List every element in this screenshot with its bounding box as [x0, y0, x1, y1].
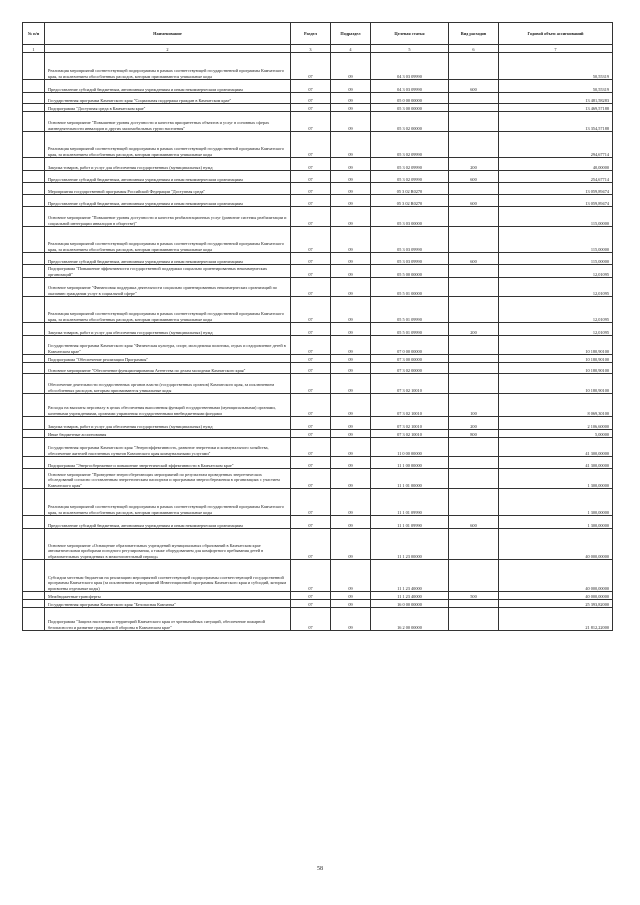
row-amount: 21 812,22000	[499, 608, 613, 631]
row-target-article: 05 3 03 00000	[371, 207, 449, 227]
row-name: Предоставление субсидий бюджетным, автономным учреждениям и иным некоммерческим организациям	[45, 80, 291, 93]
row-section: 07	[291, 516, 331, 529]
table-row	[23, 355, 613, 363]
row-target-article: 11 1 00 00000	[371, 457, 449, 469]
row-number	[23, 171, 45, 183]
row-number	[23, 516, 45, 529]
header-annual-amount: Годовой объем ассигнований	[499, 23, 613, 45]
row-expense-type: 600	[449, 195, 499, 207]
row-number	[23, 297, 45, 323]
row-target-article: 16 0 00 00000	[371, 600, 449, 608]
row-number	[23, 207, 45, 227]
table-row	[23, 158, 613, 171]
row-name: Закупка товаров, работ и услуг для обеспечения государственных (муниципальных) нужд	[45, 417, 291, 430]
row-name: Предоставление субсидий бюджетным, автономным учреждениям и иным некоммерческим организациям	[45, 516, 291, 529]
table-row	[23, 438, 613, 457]
row-section: 07	[291, 80, 331, 93]
row-number	[23, 132, 45, 158]
row-number	[23, 363, 45, 374]
column-number: 1	[23, 45, 45, 53]
row-section: 07	[291, 469, 331, 489]
row-target-article: 04 3 03 09990	[371, 80, 449, 93]
row-target-article: 05 3 02 R0270	[371, 195, 449, 207]
row-expense-type	[449, 363, 499, 374]
row-expense-type: 500	[449, 592, 499, 600]
table-row	[23, 469, 613, 489]
row-section: 07	[291, 457, 331, 469]
row-section: 07	[291, 93, 331, 104]
row-subsection: 09	[331, 600, 371, 608]
row-expense-type	[449, 374, 499, 394]
row-number	[23, 80, 45, 93]
row-subsection: 09	[331, 323, 371, 336]
row-subsection: 09	[331, 374, 371, 394]
row-subsection: 09	[331, 93, 371, 104]
row-target-article: 05 3 02 09990	[371, 171, 449, 183]
row-amount: 13 469,57188	[499, 104, 613, 112]
column-number: 6	[449, 45, 499, 53]
row-expense-type	[449, 560, 499, 592]
row-expense-type	[449, 355, 499, 363]
row-name: Предоставление субсидий бюджетным, автономным учреждениям и иным некоммерческим организациям	[45, 253, 291, 265]
row-name: Основное мероприятие "Повышение уровня доступности и качества реабилитационных услуг (развитие системы реабилитации и социальной интеграции инвалидов в обществе)"	[45, 207, 291, 227]
row-expense-type	[449, 600, 499, 608]
row-amount: 41 300,00000	[499, 457, 613, 469]
row-amount: 50,55319	[499, 53, 613, 80]
row-subsection: 09	[331, 355, 371, 363]
row-subsection: 09	[331, 104, 371, 112]
row-expense-type	[449, 297, 499, 323]
row-name: Государственная программа Камчатского края "Безопасная Камчатка"	[45, 600, 291, 608]
row-target-article: 05 3 02 00000	[371, 112, 449, 132]
row-section: 07	[291, 430, 331, 438]
row-number	[23, 438, 45, 457]
row-amount: 13 354,57188	[499, 112, 613, 132]
row-amount: 1 300,00000	[499, 516, 613, 529]
row-section: 07	[291, 227, 331, 253]
row-number	[23, 278, 45, 297]
row-subsection: 09	[331, 265, 371, 278]
table-row	[23, 112, 613, 132]
table-row	[23, 592, 613, 600]
row-number	[23, 53, 45, 80]
table-row	[23, 516, 613, 529]
table-row	[23, 265, 613, 278]
row-expense-type	[449, 227, 499, 253]
table-row	[23, 417, 613, 430]
row-subsection: 09	[331, 608, 371, 631]
row-expense-type: 200	[449, 323, 499, 336]
row-name: Реализация мероприятий соответствующей подпрограммы в рамках соответствующей государственной программы Камчатского края, за исключением обособленных расходов, которым присваиваются уникальные коды	[45, 297, 291, 323]
row-expense-type: 600	[449, 171, 499, 183]
table-row	[23, 608, 613, 631]
row-target-article: 07 3 02 10010	[371, 374, 449, 394]
header-target-article: Целевая статья	[371, 23, 449, 45]
row-name: Реализация мероприятий соответствующей подпрограммы в рамках соответствующей государственной программы Камчатского края, за исключением обособленных расходов, которым присваиваются уникальные коды	[45, 53, 291, 80]
row-section: 07	[291, 374, 331, 394]
table-row	[23, 297, 613, 323]
row-subsection: 09	[331, 112, 371, 132]
row-amount: 10 180,90100	[499, 374, 613, 394]
row-number	[23, 265, 45, 278]
table-row	[23, 227, 613, 253]
row-name: Закупка товаров, работ и услуг для обеспечения государственных (муниципальных) нужд	[45, 158, 291, 171]
row-name: Основное мероприятие "Проведение энергосберегающих мероприятий по результатам проведенных энергетических обследований согласно составленным энергетическим паспортам и программам энергосбережения в организациях с участием Камчатского края"	[45, 469, 291, 489]
row-number	[23, 529, 45, 560]
row-amount: 10 180,90100	[499, 336, 613, 355]
row-expense-type	[449, 489, 499, 516]
row-section: 07	[291, 489, 331, 516]
table-row	[23, 323, 613, 336]
table-row	[23, 489, 613, 516]
row-name: Расходы на выплаты персоналу в целях обеспечения выполнения функций государственными (муниципальными) органами, казенными учреждениями, органами управления государственными внебюджетными фондами	[45, 394, 291, 417]
row-target-article: 05 5 01 00000	[371, 278, 449, 297]
row-subsection: 09	[331, 489, 371, 516]
row-section: 07	[291, 600, 331, 608]
row-target-article: 07 3 02 10010	[371, 430, 449, 438]
row-section: 07	[291, 171, 331, 183]
row-section: 07	[291, 104, 331, 112]
table-row	[23, 207, 613, 227]
row-target-article: 04 3 03 09990	[371, 53, 449, 80]
row-name: Межбюджетные трансферты	[45, 592, 291, 600]
table-row	[23, 430, 613, 438]
table-row	[23, 132, 613, 158]
table-row	[23, 394, 613, 417]
row-amount: 115,00000	[499, 227, 613, 253]
row-amount: 40,00000	[499, 158, 613, 171]
row-section: 07	[291, 297, 331, 323]
row-section: 07	[291, 529, 331, 560]
row-target-article: 11 1 01 00000	[371, 469, 449, 489]
column-number: 7	[499, 45, 613, 53]
row-number	[23, 104, 45, 112]
table-row	[23, 93, 613, 104]
row-expense-type: 200	[449, 417, 499, 430]
row-section: 07	[291, 195, 331, 207]
row-section: 07	[291, 323, 331, 336]
header-section: Раздел	[291, 23, 331, 45]
row-number	[23, 112, 45, 132]
row-target-article: 11 1 23 40000	[371, 560, 449, 592]
row-target-article: 07 3 02 00000	[371, 363, 449, 374]
row-number	[23, 457, 45, 469]
row-amount: 115,00000	[499, 253, 613, 265]
row-number	[23, 430, 45, 438]
row-subsection: 09	[331, 297, 371, 323]
row-name: Обеспечение деятельности государственных органов власти (государственных органов) Камчатского края, за исключением обособленных расходов, которым присваиваются уникальные коды	[45, 374, 291, 394]
row-section: 07	[291, 363, 331, 374]
row-amount: 40 000,00000	[499, 529, 613, 560]
row-name: Государственная программа Камчатского края "Энергоэффективность, развитие энергетики и коммунального хозяйства, обеспечение жителей населенных пунктов Камчатского края коммунальными услугами"	[45, 438, 291, 457]
row-section: 07	[291, 355, 331, 363]
row-subsection: 09	[331, 469, 371, 489]
row-target-article: 05 3 03 09990	[371, 253, 449, 265]
row-name: Основное мероприятие "Повышение уровня доступности и качества приоритетных объектов и услуг в основных сферах жизнедеятельности инвалидов и других маломобильных групп населения"	[45, 112, 291, 132]
row-expense-type: 200	[449, 158, 499, 171]
row-expense-type	[449, 469, 499, 489]
row-number	[23, 158, 45, 171]
row-subsection: 09	[331, 171, 371, 183]
row-subsection: 09	[331, 457, 371, 469]
row-number	[23, 183, 45, 195]
row-number	[23, 600, 45, 608]
row-number	[23, 374, 45, 394]
row-expense-type	[449, 112, 499, 132]
row-amount: 10 180,90100	[499, 355, 613, 363]
row-subsection: 09	[331, 158, 371, 171]
table-row	[23, 560, 613, 592]
row-subsection: 09	[331, 80, 371, 93]
header-number: № п/п	[23, 23, 45, 45]
column-number: 4	[331, 45, 371, 53]
row-target-article: 05 3 02 R0270	[371, 183, 449, 195]
row-subsection: 09	[331, 207, 371, 227]
table-row	[23, 195, 613, 207]
budget-table	[22, 22, 613, 631]
row-target-article: 11 1 01 09990	[371, 489, 449, 516]
row-amount: 254,67714	[499, 171, 613, 183]
row-name: Государственная программа Камчатского края "Физическая культура, спорт, молодежная политика, отдых и оздоровление детей в Камчатском крае"	[45, 336, 291, 355]
row-amount: 12,01095	[499, 278, 613, 297]
row-target-article: 07 3 02 10010	[371, 394, 449, 417]
row-number	[23, 560, 45, 592]
row-amount: 2 106,60000	[499, 417, 613, 430]
table-row	[23, 183, 613, 195]
row-name: Подпрограмма "Доступная среда в Камчатском крае"	[45, 104, 291, 112]
row-expense-type	[449, 608, 499, 631]
row-target-article: 16 2 00 00000	[371, 608, 449, 631]
row-section: 07	[291, 207, 331, 227]
header-expense-type: Вид расходов	[449, 23, 499, 45]
row-expense-type	[449, 104, 499, 112]
row-amount: 12,01095	[499, 265, 613, 278]
row-expense-type: 600	[449, 516, 499, 529]
header-subsection: Подраздел	[331, 23, 371, 45]
row-expense-type	[449, 265, 499, 278]
row-amount: 115,00000	[499, 207, 613, 227]
row-subsection: 09	[331, 53, 371, 80]
row-target-article: 11 1 23 40000	[371, 592, 449, 600]
row-amount: 12,01095	[499, 323, 613, 336]
table-row	[23, 363, 613, 374]
row-target-article: 07 3 00 00000	[371, 355, 449, 363]
row-subsection: 09	[331, 592, 371, 600]
table-row	[23, 529, 613, 560]
row-expense-type: 100	[449, 394, 499, 417]
row-target-article: 05 3 00 00000	[371, 104, 449, 112]
row-name: Государственная программа Камчатского края "Социальная поддержка граждан в Камчатском крае"	[45, 93, 291, 104]
table-row	[23, 53, 613, 80]
table-row	[23, 600, 613, 608]
row-name: Реализация мероприятий соответствующей подпрограммы в рамках соответствующей государственной программы Камчатского края, за исключением обособленных расходов, которым присваиваются уникальные коды	[45, 489, 291, 516]
table-row	[23, 278, 613, 297]
row-section: 07	[291, 158, 331, 171]
row-name: Реализация мероприятий соответствующей подпрограммы в рамках соответствующей государственной программы Камчатского края, за исключением обособленных расходов, которым присваиваются уникальные коды	[45, 227, 291, 253]
row-expense-type	[449, 278, 499, 297]
row-amount: 1 300,00000	[499, 489, 613, 516]
row-section: 07	[291, 592, 331, 600]
row-number	[23, 336, 45, 355]
row-number	[23, 489, 45, 516]
row-expense-type	[449, 529, 499, 560]
table-row	[23, 171, 613, 183]
row-section: 07	[291, 265, 331, 278]
row-target-article: 05 3 03 09990	[371, 227, 449, 253]
row-amount: 40 000,00000	[499, 592, 613, 600]
row-section: 07	[291, 438, 331, 457]
row-section: 07	[291, 183, 331, 195]
row-name: Предоставление субсидий бюджетным, автономным учреждениям и иным некоммерческим организациям	[45, 171, 291, 183]
row-amount: 50,55319	[499, 80, 613, 93]
row-section: 07	[291, 560, 331, 592]
row-subsection: 09	[331, 438, 371, 457]
table-row	[23, 104, 613, 112]
row-name: Основное мероприятие "Обеспечение функционирования Агентства по делам молодежи Камчатского края"	[45, 363, 291, 374]
row-name: Подпрограмма "Обеспечение реализации Программы"	[45, 355, 291, 363]
row-expense-type: 800	[449, 430, 499, 438]
row-target-article: 07 3 02 10010	[371, 417, 449, 430]
row-target-article: 11 1 01 09990	[371, 516, 449, 529]
row-section: 07	[291, 112, 331, 132]
row-subsection: 09	[331, 253, 371, 265]
row-target-article: 11 1 23 00000	[371, 529, 449, 560]
row-expense-type	[449, 132, 499, 158]
row-target-article: 07 0 00 00000	[371, 336, 449, 355]
row-name: Основное мероприятие «Оснащение образовательных учреждений муниципальных образований в Камчатском крае автоматическими приборами погодного регулирования, а также оборудованием для комфортного пребывания детей в образовательных учреждениях в межотопительный период»	[45, 529, 291, 560]
row-name: Основное мероприятие "Финансовая поддержка деятельности социально ориентированных некоммерческих организаций по оказанию гражданам услуг в социальной сфере"	[45, 278, 291, 297]
row-amount: 13 059,89474	[499, 183, 613, 195]
row-expense-type: 600	[449, 253, 499, 265]
row-name: Подпрограмма "Повышение эффективности государственной поддержки социально ориентированных некоммерческих организаций"	[45, 265, 291, 278]
row-name: Подпрограмма "Защита населения и территорий Камчатского края от чрезвычайных ситуаций, обеспечение пожарной безопасности и развитие гражданской обороны в Камчатском крае"	[45, 608, 291, 631]
row-expense-type	[449, 438, 499, 457]
row-subsection: 09	[331, 183, 371, 195]
row-target-article: 11 0 00 00000	[371, 438, 449, 457]
row-name: Подпрограмма "Энергосбережение и повышение энергетической эффективности в Камчатском крае"	[45, 457, 291, 469]
row-section: 07	[291, 417, 331, 430]
row-expense-type	[449, 183, 499, 195]
row-section: 07	[291, 336, 331, 355]
row-number	[23, 93, 45, 104]
row-subsection: 09	[331, 195, 371, 207]
header-name: Наименование	[45, 23, 291, 45]
row-subsection: 09	[331, 560, 371, 592]
row-expense-type	[449, 53, 499, 80]
row-number	[23, 195, 45, 207]
row-amount: 13 059,89474	[499, 195, 613, 207]
row-amount: 41 300,00000	[499, 438, 613, 457]
row-subsection: 09	[331, 417, 371, 430]
row-number	[23, 394, 45, 417]
row-name: Иные бюджетные ассигнования	[45, 430, 291, 438]
row-subsection: 09	[331, 132, 371, 158]
table-row	[23, 336, 613, 355]
row-amount: 294,67714	[499, 132, 613, 158]
row-number	[23, 355, 45, 363]
row-name: Реализация мероприятий соответствующей подпрограммы в рамках соответствующей государственной программы Камчатского края, за исключением обособленных расходов, которым присваиваются уникальные коды	[45, 132, 291, 158]
row-subsection: 09	[331, 394, 371, 417]
row-section: 07	[291, 278, 331, 297]
table-row	[23, 253, 613, 265]
row-number	[23, 469, 45, 489]
row-subsection: 09	[331, 227, 371, 253]
row-section: 07	[291, 394, 331, 417]
row-expense-type	[449, 336, 499, 355]
table-row	[23, 457, 613, 469]
row-target-article: 05 5 00 00000	[371, 265, 449, 278]
row-amount: 8 069,30100	[499, 394, 613, 417]
column-number: 2	[45, 45, 291, 53]
row-amount: 25 393,82000	[499, 600, 613, 608]
row-expense-type	[449, 93, 499, 104]
column-number-row	[23, 45, 613, 53]
row-section: 07	[291, 53, 331, 80]
row-amount: 1 300,00000	[499, 469, 613, 489]
row-name: Предоставление субсидий бюджетным, автономным учреждениям и иным некоммерческим организациям	[45, 195, 291, 207]
row-amount: 5,00000	[499, 430, 613, 438]
page-number: 58	[317, 866, 323, 872]
row-expense-type: 600	[449, 80, 499, 93]
row-number	[23, 592, 45, 600]
row-section: 07	[291, 608, 331, 631]
row-number	[23, 227, 45, 253]
row-section: 07	[291, 253, 331, 265]
row-number	[23, 608, 45, 631]
row-section: 07	[291, 132, 331, 158]
column-number: 5	[371, 45, 449, 53]
row-subsection: 09	[331, 363, 371, 374]
row-amount: 13 481,58283	[499, 93, 613, 104]
row-number	[23, 417, 45, 430]
row-target-article: 05 3 02 09990	[371, 132, 449, 158]
row-amount: 40 000,00000	[499, 560, 613, 592]
table-row	[23, 80, 613, 93]
row-name: Закупка товаров, работ и услуг для обеспечения государственных (муниципальных) нужд	[45, 323, 291, 336]
row-target-article: 05 5 01 09990	[371, 323, 449, 336]
row-subsection: 09	[331, 529, 371, 560]
row-number	[23, 323, 45, 336]
row-name: Мероприятия государственной программы Российской Федерации "Доступная среда"	[45, 183, 291, 195]
row-expense-type	[449, 457, 499, 469]
column-number: 3	[291, 45, 331, 53]
row-target-article: 05 0 00 00000	[371, 93, 449, 104]
row-target-article: 05 5 01 09990	[371, 297, 449, 323]
row-subsection: 09	[331, 336, 371, 355]
row-expense-type	[449, 207, 499, 227]
row-amount: 10 180,90100	[499, 363, 613, 374]
row-amount: 12,01095	[499, 297, 613, 323]
row-subsection: 09	[331, 516, 371, 529]
row-subsection: 09	[331, 430, 371, 438]
table-row	[23, 374, 613, 394]
table-header-row	[23, 23, 613, 45]
row-name: Субсидии местным бюджетам на реализацию мероприятий соответствующей подпрограммы соответствующей государственной программы Камчатского края (за исключением мероприятий Инвестиционной программы Камчатского края и субсидий, которым присвоены отдельные коды)	[45, 560, 291, 592]
row-target-article: 05 3 02 09990	[371, 158, 449, 171]
row-number	[23, 253, 45, 265]
row-subsection: 09	[331, 278, 371, 297]
